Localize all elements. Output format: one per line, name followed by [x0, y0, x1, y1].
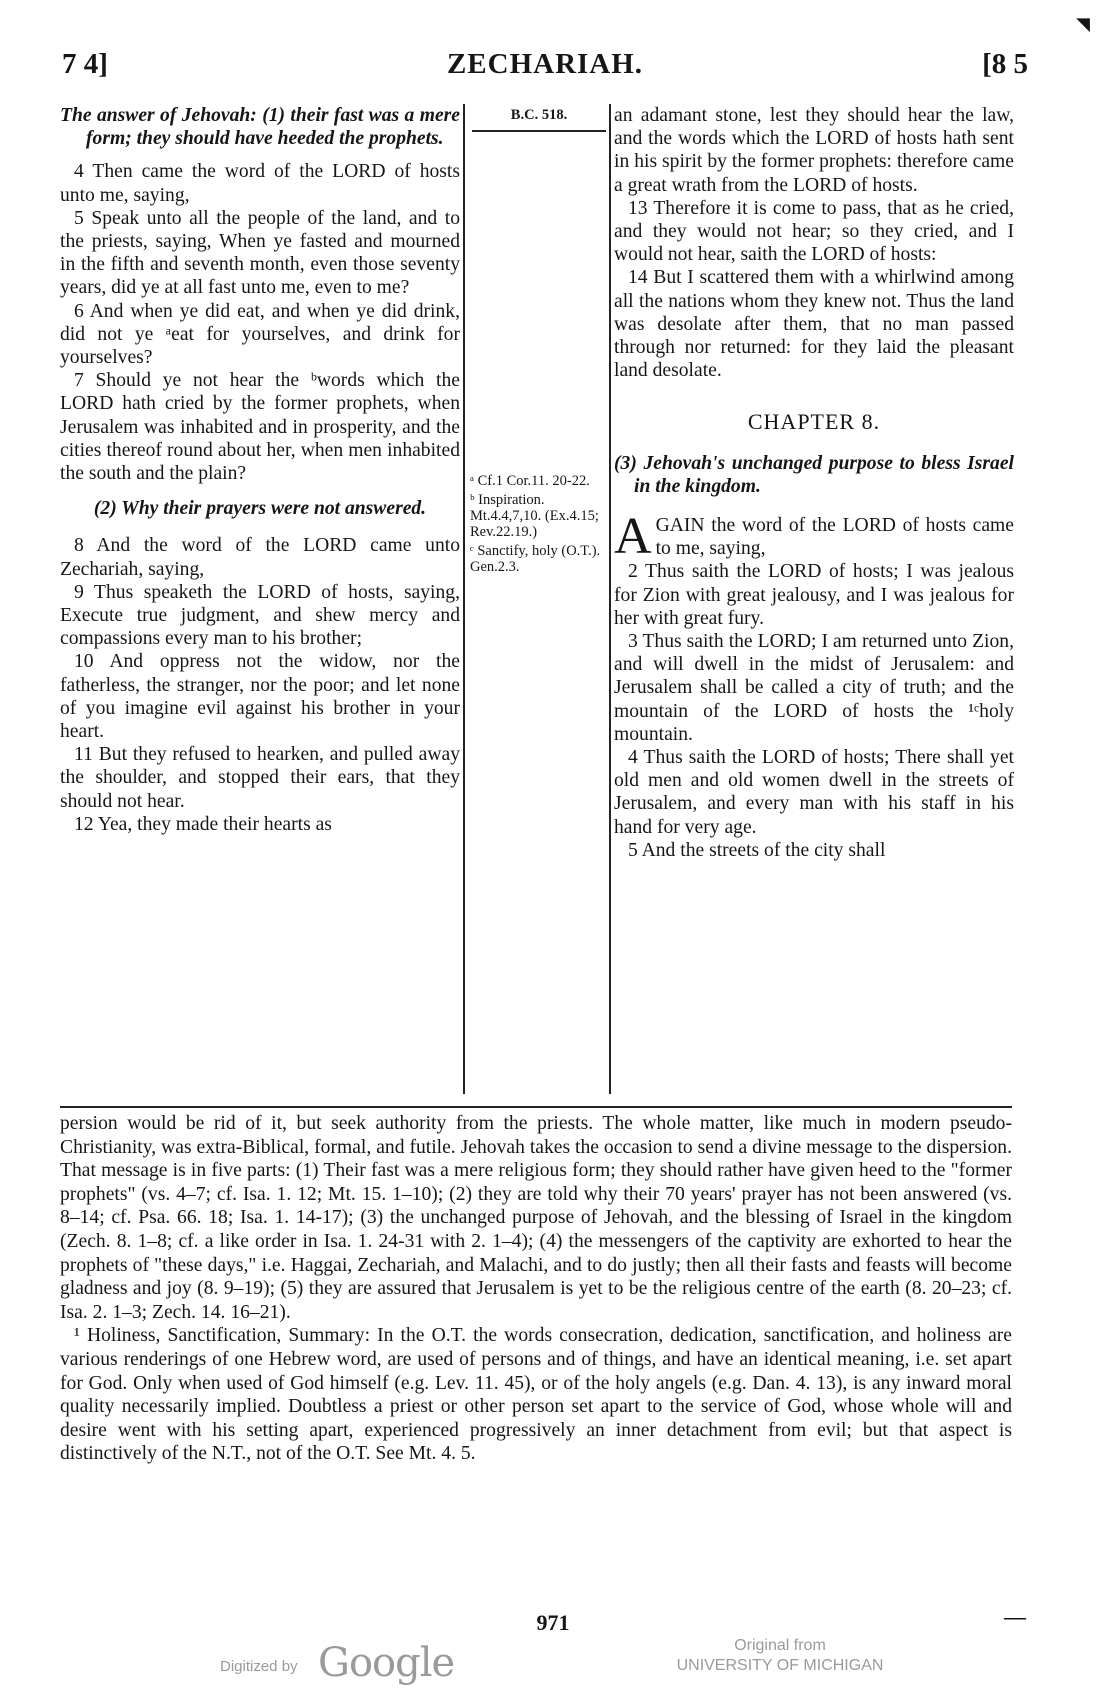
- verse-7-12: 12 Yea, they made their hearts as: [74, 813, 332, 835]
- column-rule-left: [463, 104, 465, 1094]
- verse-8-1-text: GAIN the word of the LORD of hosts came to me, saying,: [655, 515, 1014, 560]
- verse-7-4: 4 Then came the word of the LORD of hosts unto me, saying,: [60, 161, 460, 206]
- verse-7-11: 11 But they refused to hearken, and pulled away the shoulder, and stopped their ears, that they should not hear.: [60, 744, 460, 812]
- page-number: 971: [536, 1610, 570, 1635]
- commentary-footnotes: [60, 1112, 1012, 1466]
- running-head-right: [8 5: [982, 48, 1028, 80]
- verse-8-5: 5 And the streets of the city shall: [628, 839, 886, 861]
- margin-note-a: ᵃ Cf.1 Cor.11. 20-22.: [470, 473, 590, 489]
- google-logo: Google: [318, 1640, 455, 1686]
- margin-column: [470, 104, 608, 578]
- section-heading-1: The answer of Jehovah: (1) their fast was a mere form; they should have heeded the prophets.: [60, 105, 460, 150]
- page-dash: —: [1004, 1604, 1026, 1629]
- left-column: [60, 104, 460, 836]
- column-rule-right: [609, 104, 611, 1094]
- verse-7-6: 6 And when ye did eat, and when ye did drink, did not ye ᵃeat for yourselves, and drink for yourselves?: [60, 300, 460, 369]
- verse-7-13: 13 Therefore it is come to pass, that as he cried, and they would not hear; so they cried, and I would not hear, saith the LORD of hosts:: [614, 197, 1014, 266]
- chapter-heading: CHAPTER 8.: [747, 409, 881, 435]
- verse-8-2: 2 Thus saith the LORD of hosts; I was jealous for Zion with great jealousy, and I was jealous for her with great fury.: [614, 561, 1014, 629]
- margin-note-b: ᵇ Inspiration. Mt.4.4,7,10. (Ex.4.15; Rev.22.19.): [470, 492, 599, 540]
- book-title: ZECHARIAH.: [446, 48, 644, 80]
- verse-7-14: 14 But I scattered them with a whirlwind among all the nations whom they knew not. Thus the land was desolate after them, that no man passed through nor returned: for they laid the pleasant land desolate.: [614, 267, 1014, 382]
- origin-line-2: UNIVERSITY OF MICHIGAN: [676, 1657, 884, 1674]
- origin-label: [630, 1636, 930, 1676]
- verse-8-4: 4 Thus saith the LORD of hosts; There shall yet old men and old women dwell in the streets of Jerusalem, and every man with his staff in his hand for very age.: [614, 747, 1014, 838]
- verse-7-10: 10 And oppress not the widow, nor the fatherless, the stranger, nor the poor; and let none of you imagine evil against his brother in your heart.: [60, 651, 460, 743]
- drop-cap: A: [614, 508, 652, 566]
- verse-7-5: 5 Speak unto all the people of the land, and to the priests, saying, When ye fasted and mourned in the fifth and seventh month, even those seventy years, did ye at all fast unto me, even to me?: [60, 207, 460, 299]
- footnote-rule: [60, 1106, 1012, 1108]
- section-heading-3: (3) Jehovah's unchanged purpose to bless Israel in the kingdom.: [614, 452, 1014, 497]
- verse-7-8: 8 And the word of the LORD came unto Zechariah, saying,: [60, 535, 460, 580]
- right-column: [614, 104, 1014, 862]
- margin-note-c: ᶜ Sanctify, holy (O.T.). Gen.2.3.: [470, 543, 601, 575]
- footnote-holiness: ¹ Holiness, Sanctification, Summary: In the O.T. the words consecration, dedication, sanctification, and holiness are various renderings of one Hebrew word, are used of persons and of things, and have an identical meaning, i.e. set apart for God. Only when used of God himself (e.g. Lev. 11. 45), or of the holy angels (e.g. Dan. 4. 13), is any inward moral quality necessarily implied. Doubtless a priest or other person set apart to the service of God, whose whole will and desire went with his setting apart, experienced progressively an inner detachment from evil; but that aspect is distinctively of the N.T., not of the O.T. See Mt. 4. 5.: [60, 1325, 1012, 1465]
- verse-8-1: [614, 508, 1014, 566]
- verse-7-9: 9 Thus speaketh the LORD of hosts, saying, Execute true judgment, and shew mercy and compassions every man to his brother;: [60, 581, 460, 650]
- running-head-left: 7 4]: [62, 48, 108, 80]
- verse-7-7: 7 Should ye not hear the ᵇwords which the LORD hath cried by the former prophets, when Jerusalem was inhabited and in prosperity, and the cities thereof round about her, when men inhabited the south and the plain?: [60, 370, 460, 485]
- verse-7-12-cont: an adamant stone, lest they should hear the law, and the words which the LORD of hosts hath sent in his spirit by the former prophets: therefore came a great wrath from the LORD of hosts.: [614, 105, 1014, 196]
- running-head: [62, 48, 1028, 88]
- digitized-label: Digitized by: [220, 1658, 298, 1675]
- origin-line-1: Original from: [734, 1637, 826, 1654]
- verse-8-3: 3 Thus saith the LORD; I am returned unto Zion, and will dwell in the midst of Jerusalem: and Jerusalem shall be called a city of truth; and the mountain of the LORD of hosts the ¹ᶜholy mountain.: [614, 631, 1014, 745]
- date-label: B.C. 518.: [510, 107, 568, 123]
- section-heading-2: (2) Why their prayers were not answered.: [93, 498, 427, 520]
- footnote-commentary: persion would be rid of it, but seek authority from the priests. The whole matter, like much in modern pseudo-Christianity, was extra-Biblical, formal, and futile. Jehovah takes the occasion to send a divine message to the dispersion. That message is in five parts: (1) Their fast was a mere religious form; they should rather have given heed to the "former prophets" (vs. 4–7; cf. Isa. 1. 12; Mt. 15. 1–10); (2) they are told why their 70 years' prayer has not been answered (vs. 8–14; cf. Psa. 66. 18; Isa. 1. 14-17); (3) the unchanged purpose of Jehovah, and the blessing of Israel in the kingdom (Zech. 8. 1–8; cf. a like order in Isa. 1. 24-31 with 2. 1–4); (4) the messengers of the captivity are exhorted to hear the prophets of "these days," i.e. Haggai, Zechariah, and Malachi, and to do justly; then all their fasts and feasts will become gladness and joy (8. 9–19); (5) they are assured that Jerusalem is yet to be the religious centre of the earth (8. 20–23; cf. Isa. 2. 1–3; Zech. 14. 16–21).: [60, 1113, 1012, 1323]
- corner-mark: ◥: [1076, 14, 1090, 34]
